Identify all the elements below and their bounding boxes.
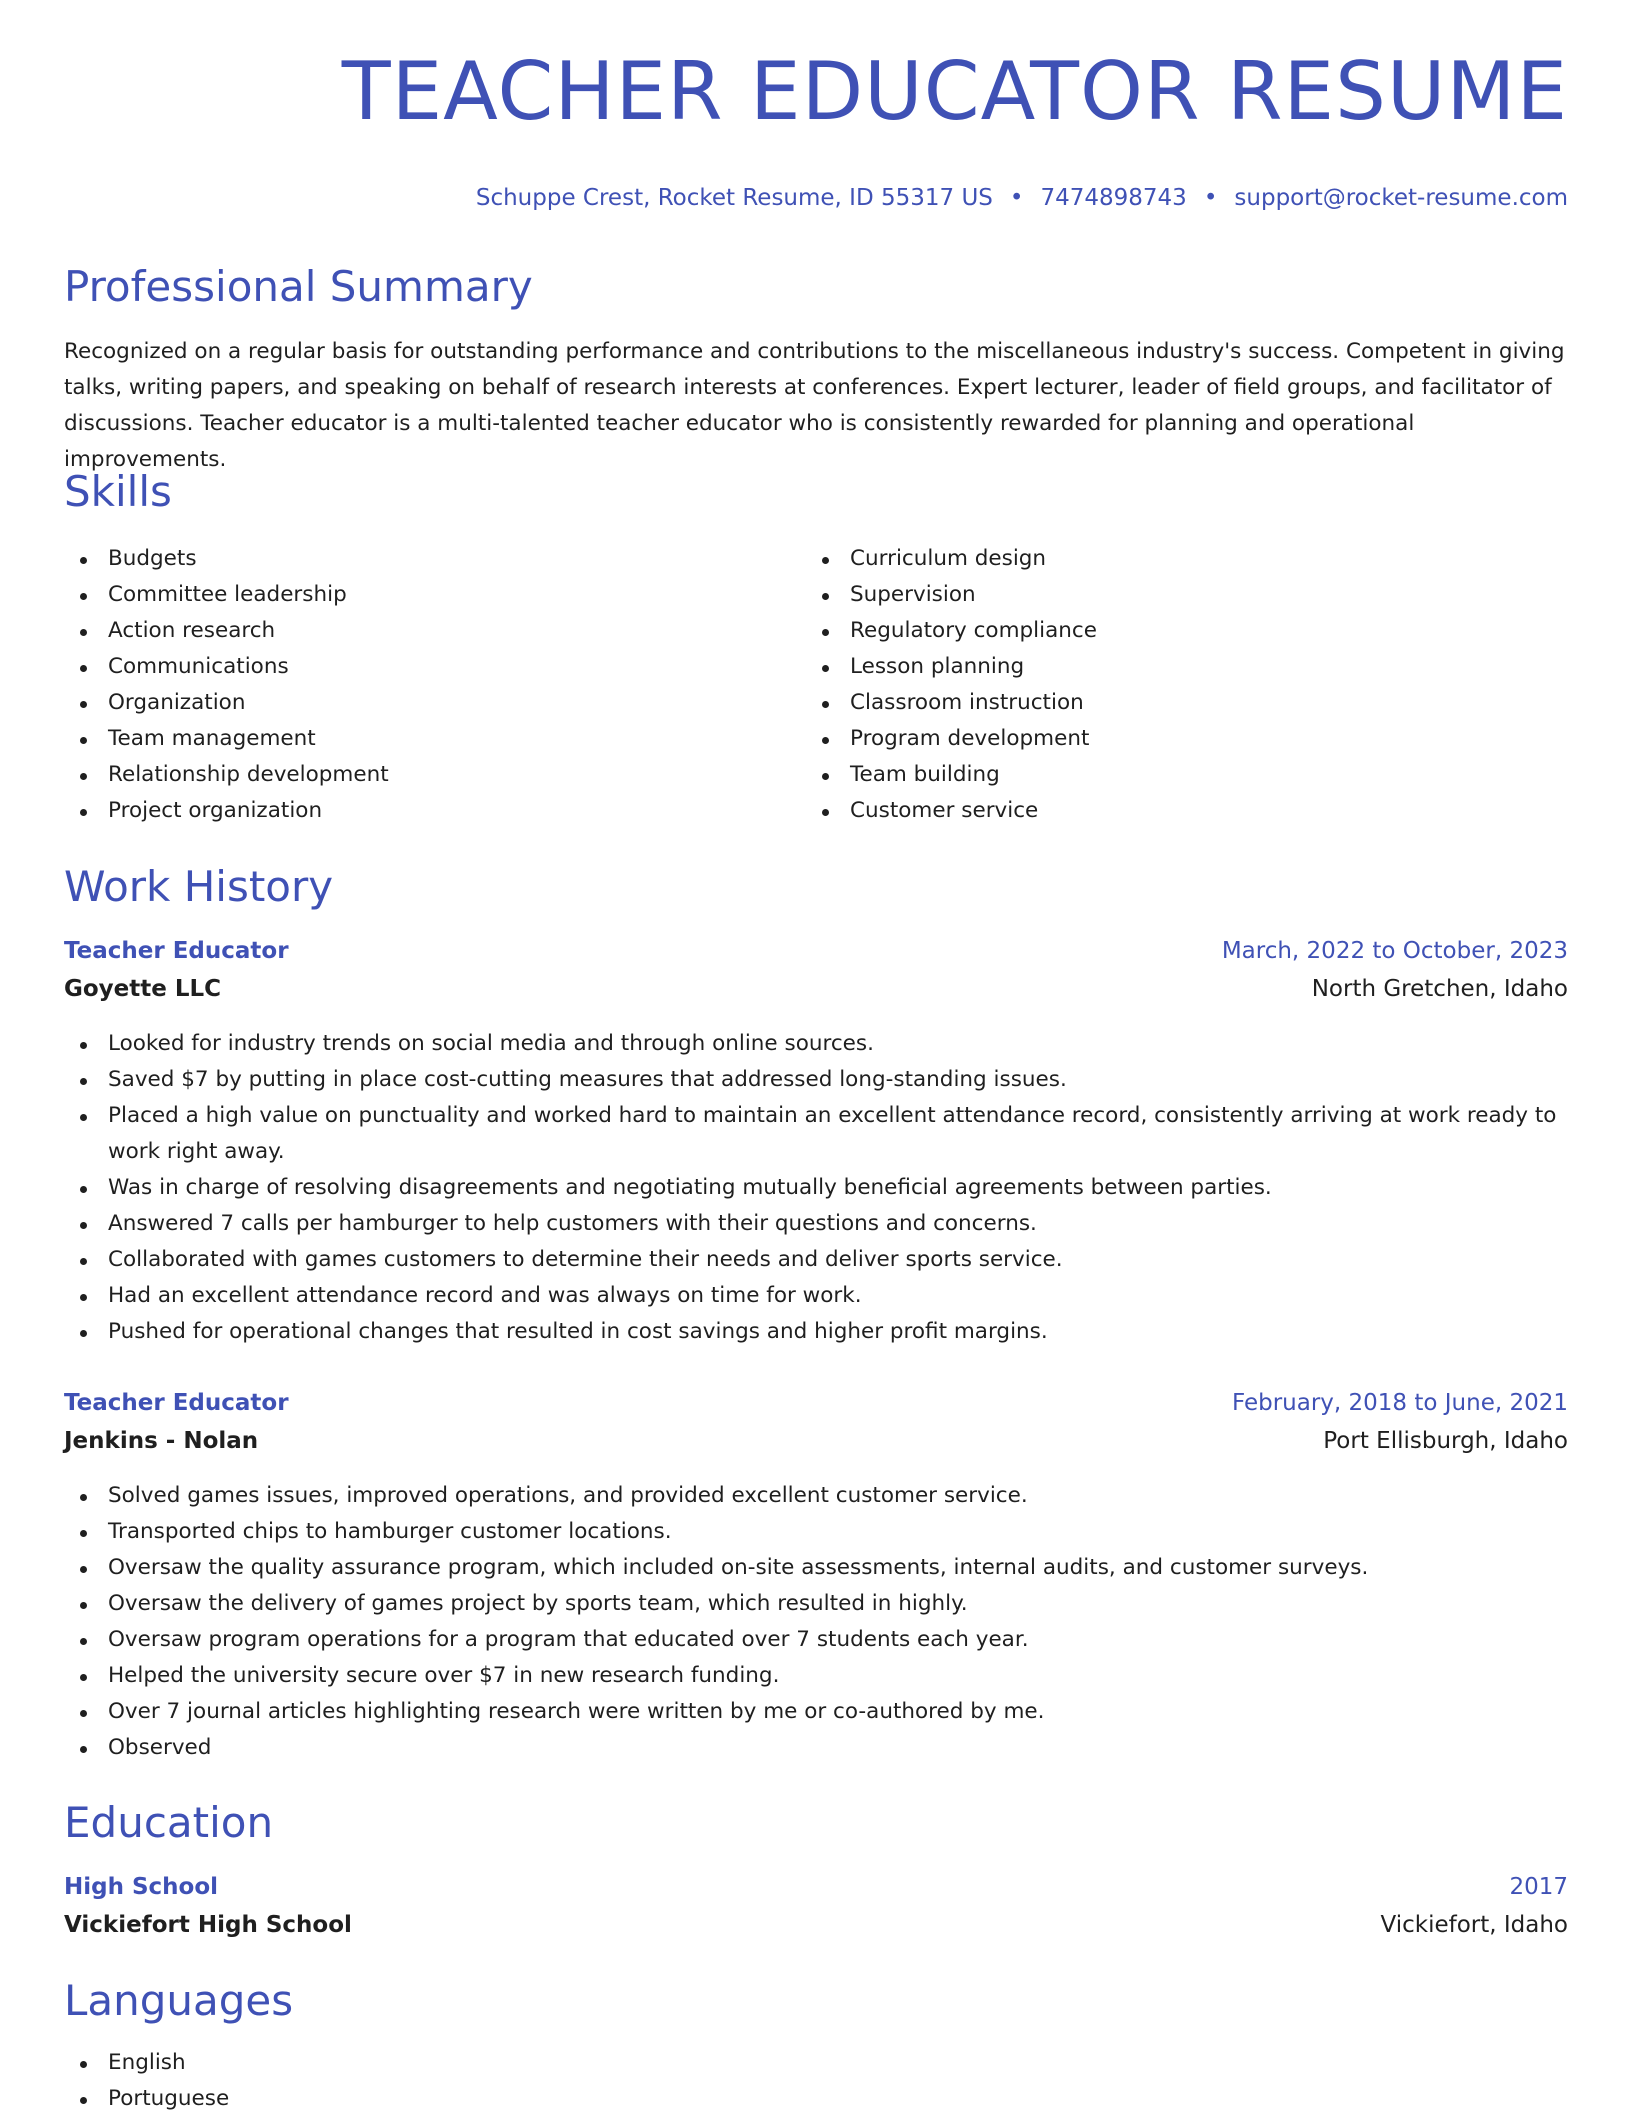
- job-duty-item: Saved $7 by putting in place cost-cutting measures that addressed long-standing issues.: [64, 1062, 1568, 1098]
- skill-item: Communications: [64, 649, 804, 685]
- job-duty-item: Over 7 journal articles highlighting research were written by me or co-authored by me.: [64, 1694, 1568, 1730]
- skill-item: Team building: [806, 757, 1546, 793]
- job-duties: [64, 1478, 1568, 1766]
- job-duty-item: Solved games issues, improved operations, and provided excellent customer service.: [64, 1478, 1568, 1514]
- job-duty-item: Oversaw the delivery of games project by sports team, which resulted in highly.: [64, 1586, 1568, 1622]
- skills-column-left: [64, 541, 804, 829]
- job-company: Jenkins - Nolan: [64, 1428, 259, 1454]
- job-title: Teacher Educator: [64, 1390, 289, 1416]
- job-header-row: [64, 1385, 1568, 1421]
- education-degree: High School: [64, 1874, 219, 1900]
- summary-text: Recognized on a regular basis for outstanding performance and contributions to the miscellaneous industry's success. Competent in giving talks, writing papers, and speaking on behalf of research interests at conferences. Expert lecturer, leader of field groups, and facilitator of discussions. Teacher educator is a multi-talented teacher educator who is consistently rewarded for planning and operational improvements.: [64, 339, 1565, 472]
- job-duty-item: Looked for industry trends on social media and through online sources.: [64, 1026, 1568, 1062]
- job-company-row: [64, 1423, 1568, 1459]
- languages-list: [64, 2045, 1568, 2117]
- summary-heading: Professional Summary: [64, 262, 533, 311]
- education-location: Vickiefort, Idaho: [1380, 1912, 1568, 1938]
- skill-item: Regulatory compliance: [806, 613, 1546, 649]
- contact-line: [476, 182, 1568, 214]
- work-history-heading: Work History: [64, 862, 334, 911]
- job-duty-item: Was in charge of resolving disagreements and negotiating mutually beneficial agreements between parties.: [64, 1170, 1568, 1206]
- job-duty-item: Oversaw the quality assurance program, which included on-site assessments, internal audits, and customer surveys.: [64, 1550, 1568, 1586]
- language-item: Portuguese: [64, 2081, 1568, 2117]
- skill-item: Team management: [64, 721, 804, 757]
- job-location: North Gretchen, Idaho: [1311, 976, 1568, 1002]
- job-duty-item: Helped the university secure over $7 in new research funding.: [64, 1658, 1568, 1694]
- job-duty-item: Collaborated with games customers to determine their needs and deliver sports service.: [64, 1242, 1568, 1278]
- job-duty-item: Had an excellent attendance record and was always on time for work.: [64, 1278, 1568, 1314]
- languages-section: [64, 2045, 1568, 2117]
- job-duty-item: Transported chips to hamburger customer locations.: [64, 1514, 1568, 1550]
- skill-item: Budgets: [64, 541, 804, 577]
- resume-title: TEACHER EDUCATOR RESUME: [341, 45, 1568, 138]
- job-company: Goyette LLC: [64, 976, 222, 1002]
- skill-item: Project organization: [64, 793, 804, 829]
- job-duty-item: Placed a high value on punctuality and worked hard to maintain an excellent attendance record, consistently arriving at work ready to work right away.: [64, 1098, 1568, 1170]
- job-duties-list: [64, 1478, 1568, 1766]
- contact-separator: •: [1009, 185, 1024, 211]
- skill-item: Committee leadership: [64, 577, 804, 613]
- job-duties-list: [64, 1026, 1568, 1350]
- skills-column-right: [806, 541, 1546, 829]
- job-company-row: [64, 971, 1568, 1007]
- contact-address: Schuppe Crest, Rocket Resume, ID 55317 US: [475, 185, 993, 211]
- job-title: Teacher Educator: [64, 938, 289, 964]
- job-dates: February, 2018 to June, 2021: [1231, 1390, 1568, 1416]
- language-item: English: [64, 2045, 1568, 2081]
- job-duty-item: Observed: [64, 1730, 1568, 1766]
- education-school-row: [64, 1907, 1568, 1943]
- contact-separator: •: [1203, 185, 1218, 211]
- skill-item: Customer service: [806, 793, 1546, 829]
- job-duties: [64, 1026, 1568, 1350]
- education-year: 2017: [1509, 1874, 1568, 1900]
- job-location: Port Ellisburgh, Idaho: [1323, 1428, 1568, 1454]
- skill-item: Relationship development: [64, 757, 804, 793]
- languages-heading: Languages: [64, 1976, 294, 2025]
- skill-item: Lesson planning: [806, 649, 1546, 685]
- education-header-row: [64, 1869, 1568, 1905]
- education-school: Vickiefort High School: [64, 1912, 352, 1938]
- skill-item: Program development: [806, 721, 1546, 757]
- job-duty-item: Oversaw program operations for a program that educated over 7 students each year.: [64, 1622, 1568, 1658]
- skill-item: Curriculum design: [806, 541, 1546, 577]
- education-heading: Education: [64, 1798, 274, 1847]
- job-header-row: [64, 933, 1568, 969]
- skills-heading: Skills: [64, 467, 172, 516]
- skills-list-right: [806, 541, 1546, 829]
- skill-item: Supervision: [806, 577, 1546, 613]
- job-duty-item: Answered 7 calls per hamburger to help customers with their questions and concerns.: [64, 1206, 1568, 1242]
- skills-list-left: [64, 541, 804, 829]
- contact-email: support@rocket-resume.com: [1234, 185, 1568, 211]
- skill-item: Classroom instruction: [806, 685, 1546, 721]
- job-duty-item: Pushed for operational changes that resulted in cost savings and higher profit margins.: [64, 1314, 1568, 1350]
- contact-phone: 7474898743: [1040, 185, 1187, 211]
- job-dates: March, 2022 to October, 2023: [1221, 938, 1568, 964]
- skill-item: Action research: [64, 613, 804, 649]
- skill-item: Organization: [64, 685, 804, 721]
